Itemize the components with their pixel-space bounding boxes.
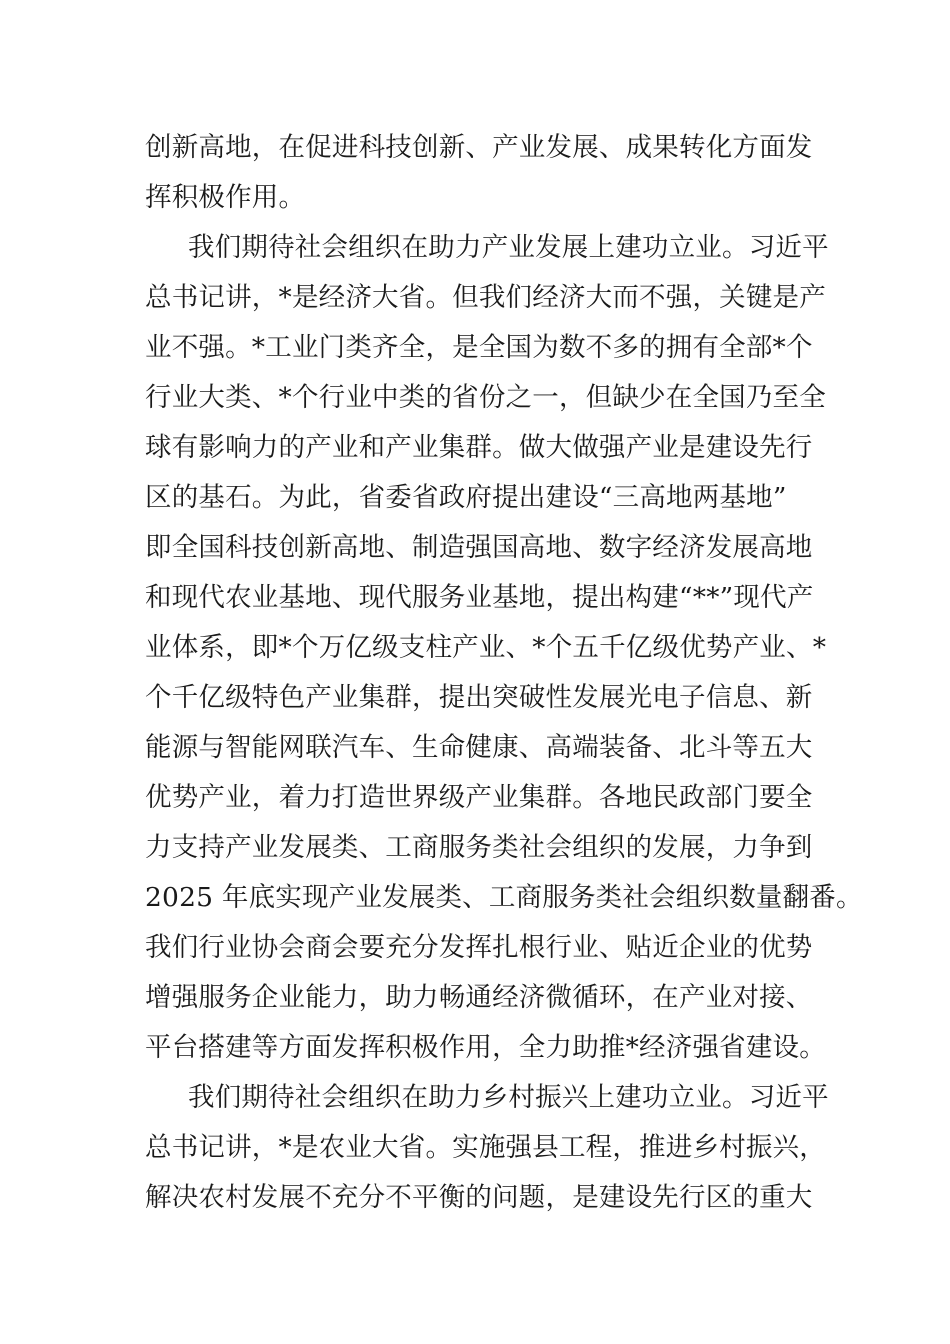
text-line: 区的基石。为此，省委省政府提出建设“三高地两基地” [145,482,787,513]
text-line: 我们行业协会商会要充分发挥扎根行业、贴近企业的优势 [145,932,813,963]
text-line: 球有影响力的产业和产业集群。做大做强产业是建设先行 [145,432,813,463]
text-line: 和现代农业基地、现代服务业基地，提出构建“**”现代产 [145,582,814,613]
paragraph-start-line: 我们期待社会组织在助力产业发展上建功立业。习近平 [188,232,829,263]
text-line: 解决农村发展不充分不平衡的问题，是建设先行区的重大 [145,1182,813,1213]
text-line: 业不强。*工业门类齐全，是全国为数不多的拥有全部*个 [145,332,813,363]
text-line: 业体系，即*个万亿级支柱产业、*个五千亿级优势产业、* [145,632,827,663]
text-line: 增强服务企业能力，助力畅通经济微循环，在产业对接、 [145,982,813,1013]
text-line: 2025 年底实现产业发展类、工商服务类社会组织数量翻番。 [145,882,863,913]
text-line: 总书记讲，*是经济大省。但我们经济大而不强，关键是产 [145,282,826,313]
text-line: 平台搭建等方面发挥积极作用，全力助推*经济强省建设。 [145,1032,826,1063]
text-line: 行业大类、*个行业中类的省份之一，但缺少在全国乃至全 [145,382,826,413]
text-line: 力支持产业发展类、工商服务类社会组织的发展，力争到 [145,832,813,863]
text-line: 即全国科技创新高地、制造强国高地、数字经济发展高地 [145,532,813,563]
text-line: 挥积极作用。 [145,182,306,213]
paragraph-start-line: 我们期待社会组织在助力乡村振兴上建功立业。习近平 [188,1082,829,1113]
text-line: 个千亿级特色产业集群，提出突破性发展光电子信息、新 [145,682,813,713]
text-line: 创新高地，在促进科技创新、产业发展、成果转化方面发 [145,132,813,163]
text-line: 能源与智能网联汽车、生命健康、高端装备、北斗等五大 [145,732,813,763]
text-line: 总书记讲，*是农业大省。实施强县工程，推进乡村振兴， [145,1132,826,1163]
text-line: 优势产业，着力打造世界级产业集群。各地民政部门要全 [145,782,813,813]
